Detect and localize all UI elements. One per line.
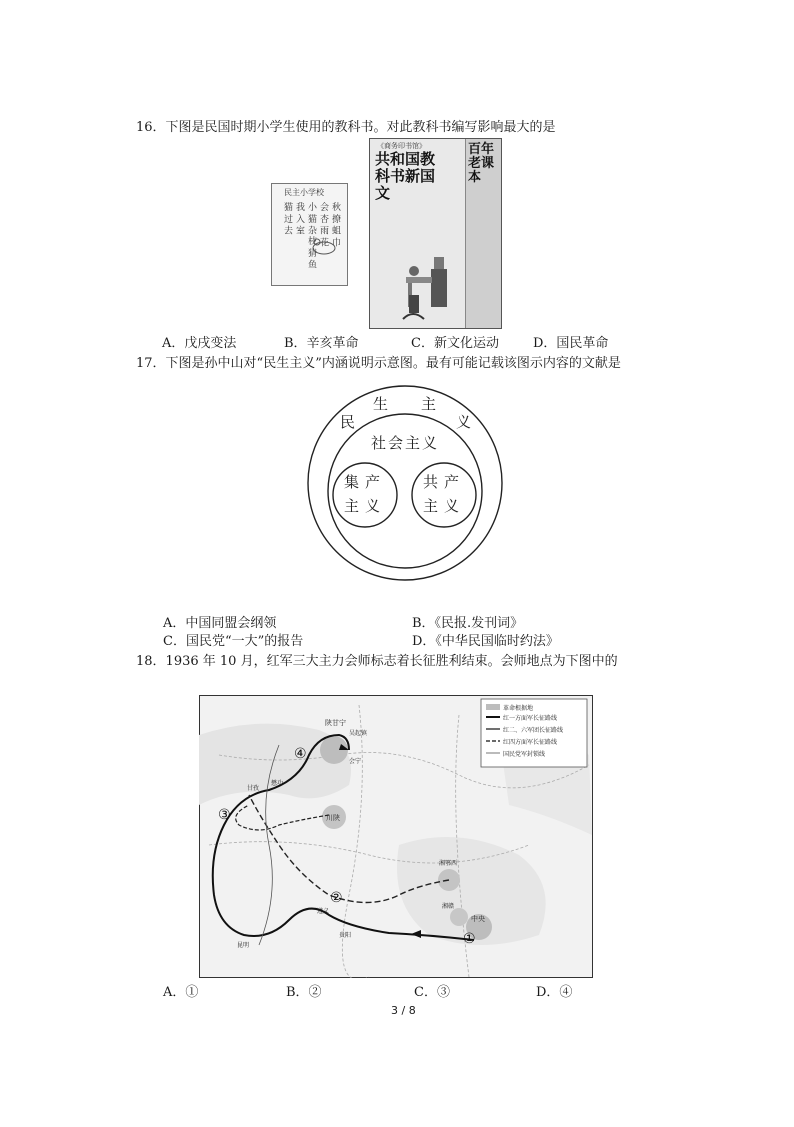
- legend-blockade: 国民党军封锁线: [503, 751, 546, 758]
- outer-char-2: 生: [373, 395, 389, 413]
- place-zunyi: 遵义: [317, 908, 330, 915]
- textbook-line: 猫 过 去: [282, 202, 292, 235]
- q17-stem: 17．下图是孙中山对“民生主义”内涵说明示意图。最有可能记载该图示内容的文献是: [136, 356, 621, 371]
- cover-subtitle: 《商务印书馆》: [377, 142, 426, 150]
- textbook-line: 枝 猜 鱼: [306, 236, 316, 269]
- left-label-line1: 集产: [343, 473, 387, 491]
- textbook-line: 会 杏 雨 花: [318, 202, 328, 247]
- outer-circle: [308, 386, 502, 580]
- place-ganzi: 甘孜: [247, 785, 260, 792]
- q17-option-b[interactable]: B．《民报.发刊词》: [412, 616, 524, 631]
- legend-fourth-army: 红四方面军长征路线: [503, 739, 558, 746]
- teacher-student-illustration: [398, 247, 468, 327]
- q17-option-c[interactable]: C．国民党“一大”的报告: [163, 634, 304, 649]
- outer-char-3: 主: [421, 395, 437, 413]
- right-label-line1: 共产: [422, 473, 466, 491]
- legend-first-army: 红一方面军长征路线: [503, 715, 558, 722]
- long-march-map: [199, 695, 593, 978]
- place-maogong: 懋功: [271, 780, 284, 787]
- textbook-line: 小 猫 杂: [306, 202, 316, 235]
- base-area-xianggan: [450, 908, 468, 926]
- place-xiangexi: 湘鄂西: [439, 860, 458, 867]
- place-xianggan: 湘赣: [442, 903, 455, 910]
- cover-side-panel: [465, 139, 501, 328]
- place-huining: 会宁: [349, 758, 362, 765]
- legend-second-sixth: 红二、六军团长征路线: [503, 727, 564, 734]
- marker-4: ④: [294, 746, 307, 762]
- q16-stem: 16．下图是民国时期小学生使用的教科书。对此教科书编写影响最大的是: [136, 120, 556, 135]
- page-number: 3 / 8: [391, 1004, 416, 1017]
- minsheng-diagram: [300, 383, 510, 593]
- left-label-line2: 主义: [343, 497, 387, 515]
- textbook-cover-image: [369, 138, 502, 329]
- textbook-page-image: [271, 183, 348, 286]
- right-label-line2: 主义: [422, 497, 466, 515]
- q17-option-a[interactable]: A．中国同盟会纲领: [163, 616, 277, 631]
- textbook-line: 秋 撩 蛆 巾: [330, 202, 340, 247]
- cover-brand: 百年老课本: [468, 142, 495, 185]
- q17-option-d[interactable]: D．《中华民国临时约法》: [412, 634, 559, 649]
- marker-3: ③: [218, 807, 231, 823]
- middle-label: 社会主义: [370, 434, 440, 452]
- marker-2: ②: [330, 890, 343, 906]
- q18-option-c[interactable]: C．③: [414, 985, 450, 1000]
- q16-option-c[interactable]: C．新文化运动: [411, 336, 499, 351]
- q18-option-a[interactable]: A．①: [163, 985, 199, 1000]
- q18-option-b[interactable]: B．②: [286, 985, 322, 1000]
- place-guiyang: 贵阳: [339, 932, 352, 939]
- outer-char-1: 民: [340, 413, 356, 431]
- q16-option-b[interactable]: B．辛亥革命: [284, 336, 359, 351]
- place-shaanganning: 陕甘宁: [325, 719, 346, 727]
- q16-option-a[interactable]: A．戊戌变法: [162, 336, 237, 351]
- place-wuqizhen: 吴起镇: [349, 730, 368, 737]
- place-chuanshan: 川陕: [326, 814, 340, 822]
- marker-1: ①: [463, 931, 476, 947]
- place-central: 中央: [471, 915, 485, 923]
- textbook-page-header: 民主小学校: [284, 188, 324, 197]
- q18-option-d[interactable]: D．④: [536, 985, 573, 1000]
- place-kunming: 昆明: [237, 942, 250, 949]
- q18-stem: 18．1936 年 10 月，红军三大主力会师标志着长征胜利结束。会师地点为下图中的: [136, 654, 618, 669]
- cover-title: 共和国教科书新国文: [375, 150, 436, 202]
- q16-option-d[interactable]: D．国民革命: [533, 336, 609, 351]
- cat-illustration: [310, 234, 338, 256]
- textbook-line: 我 入 室: [294, 202, 304, 235]
- legend-base-area: 革命根据地: [503, 705, 534, 712]
- outer-char-4: 义: [456, 413, 472, 431]
